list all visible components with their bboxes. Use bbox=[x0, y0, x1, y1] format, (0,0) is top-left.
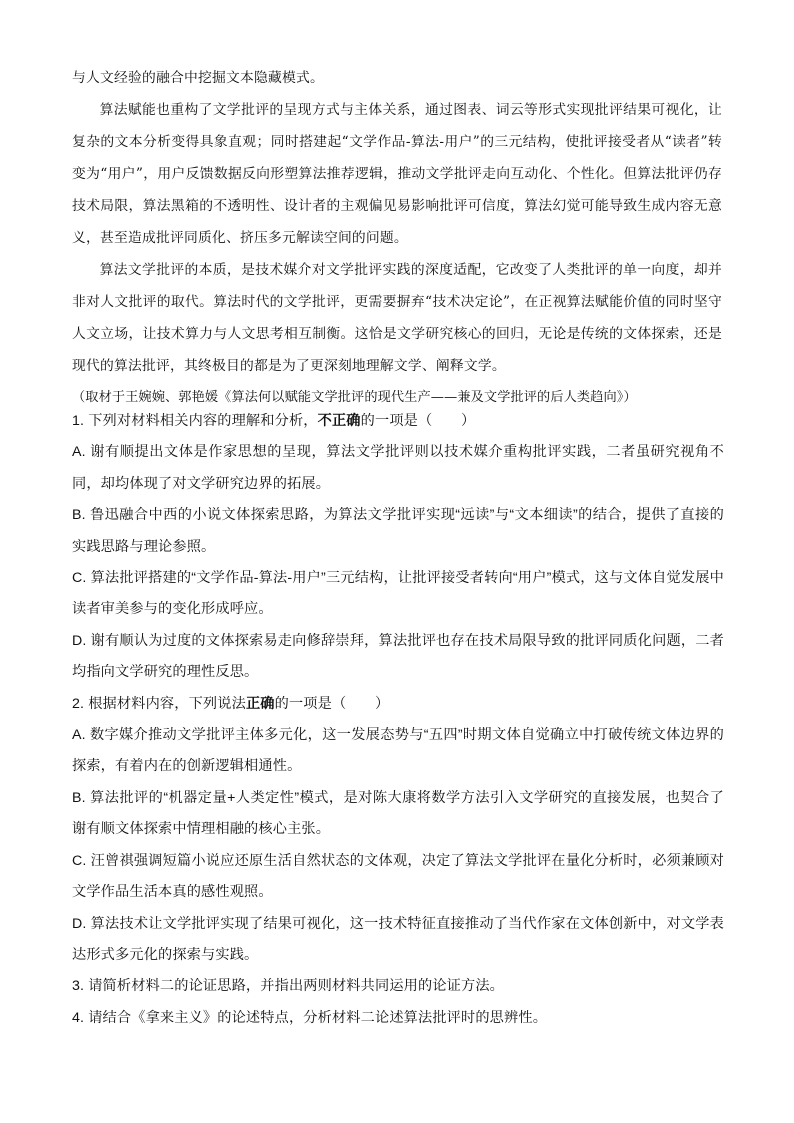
question-1-stem-pre: 1. 下列对材料相关内容的理解和分析， bbox=[72, 413, 318, 429]
question-1-stem-post: 的一项是（ ） bbox=[360, 413, 476, 429]
question-1-option-c: C. 算法批评搭建的“文学作品-算法-用户”三元结构，让批评接受者转向“用户”模式，这与文体自觉发展中读者审美参与的变化形成呼应。 bbox=[72, 570, 724, 618]
material-paragraph-continued: 与人文经验的融合中挖掘文本隐藏模式。 bbox=[72, 70, 324, 86]
question-2-option-b: B. 算法批评的“机器定量+人类定性”模式，是对陈大康将数学方法引入文学研究的直接发展，也契合了谢有顺文体探索中情理相融的核心主张。 bbox=[72, 789, 724, 838]
question-2-option-a: A. 数字媒介推动文学批评主体多元化，这一发展态势与“五四”时期文体自觉确立中打破传统文体边界的探索，有着内在的创新逻辑相通性。 bbox=[72, 727, 724, 775]
question-2-stem bbox=[72, 689, 724, 720]
question-list bbox=[72, 406, 724, 1034]
question-3: 3. 请简析材料二的论证思路，并指出两则材料共同运用的论证方法。 bbox=[72, 978, 505, 995]
question-4: 4. 请结合《拿来主义》的论述特点，分析材料二论述算法批评时的思辨性。 bbox=[72, 1009, 548, 1026]
question-2-stem-post: 的一项是（ ） bbox=[274, 695, 390, 712]
question-1-stem bbox=[72, 406, 724, 437]
question-1-stem-keyword: 不正确 bbox=[317, 413, 361, 429]
question-1-option-b: B. 鲁迅融合中西的小说文体探索思路，为算法文学批评实现“远读”与“文本细读”的结合，提供了直接的实践思路与理论参照。 bbox=[72, 507, 724, 555]
material-source-citation: （取材于王婉婉、郭艳媛《算法何以赋能文学批评的现代生产——兼及文学批评的后人类趋向》） bbox=[72, 390, 637, 405]
material-paragraph-1: 算法赋能也重构了文学批评的呈现方式与主体关系，通过图表、词云等形式实现批评结果可视化，让复杂的文本分析变得具象直观；同时搭建起“文学作品-算法-用户”的三元结构，使批评接受者从“读者”转变为“用户”，用户反馈数据反向形塑算法推荐逻辑，推动文学批评走向互动化、个性化。但算法批评仍存技术局限，算法黑箱的不透明性、设计者的主观偏见易影响批评可信度，算法幻觉可能导致生成内容无意义，甚至造成批评同质化、挤压多元解读空间的问题。 bbox=[72, 102, 722, 246]
question-1-option-d: D. 谢有顺认为过度的文体探索易走向修辞崇拜，算法批评也存在技术局限导致的批评同质化问题，二者均指向文学研究的理性反思。 bbox=[72, 632, 724, 681]
question-2-stem-keyword: 正确 bbox=[245, 695, 275, 712]
question-2-option-c: C. 汪曾祺强调短篇小说应还原生活自然状态的文体观，决定了算法文学批评在量化分析时，必须兼顾对文学作品生活本真的感性观照。 bbox=[72, 852, 724, 901]
material-paragraph-2: 算法文学批评的本质，是技术媒介对文学批评实践的深度适配，它改变了人类批评的单一向度，却并非对人文批评的取代。算法时代的文学批评，更需要摒弃“技术决定论”，在正视算法赋能价值的同时坚守人文立场，让技术算力与人文思考相互制衡。这恰是文学研究核心的回归，无论是传统的文体探索，还是现代的算法批评，其终极目的都是为了更深刻地理解文学、阐释文学。 bbox=[72, 262, 722, 374]
question-1-option-a: A. 谢有顺提出文体是作家思想的呈现，算法文学批评则以技术媒介重构批评实践，二者虽研究视角不同，却均体现了对文学研究边界的拓展。 bbox=[72, 444, 724, 492]
reading-material bbox=[72, 62, 722, 414]
question-2-option-d: D. 算法技术让文学批评实现了结果可视化，这一技术特征直接推动了当代作家在文体创新中，对文学表达形式多元化的探索与实践。 bbox=[72, 915, 724, 963]
question-2-stem-pre: 2. 根据材料内容，下列说法 bbox=[72, 695, 246, 712]
